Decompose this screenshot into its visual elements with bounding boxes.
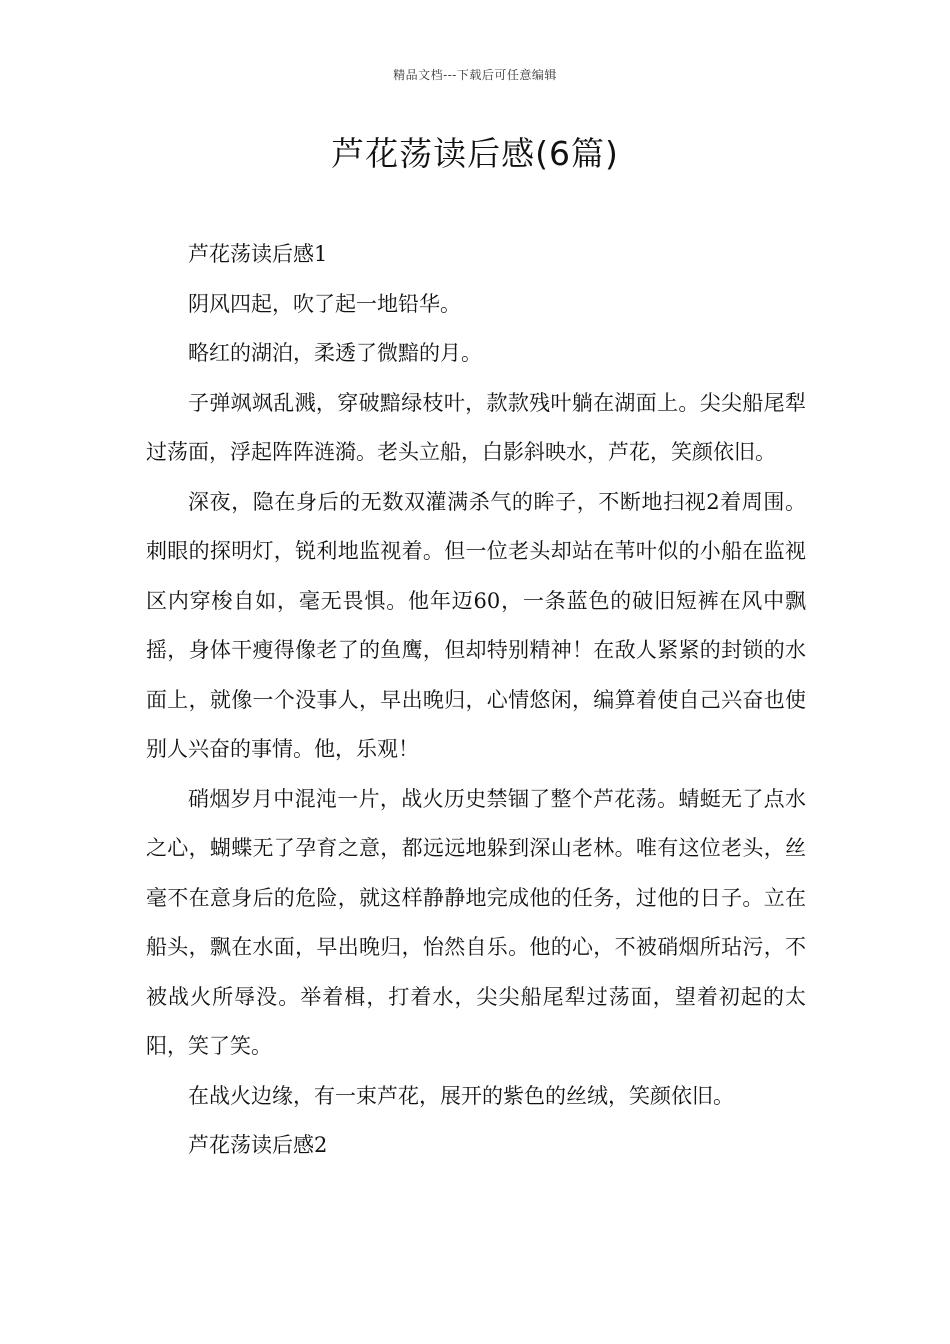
paragraph: 略红的湖泊，柔透了微黯的月。 [188,341,482,365]
section-heading: 芦花荡读后感1 [188,242,328,266]
paragraph: 在战火边缘，有一束芦花，展开的紫色的丝绒，笑颜依旧。 [188,1083,734,1108]
document-body [146,230,806,1171]
section-heading: 芦花荡读后感2 [188,1133,328,1157]
paragraph: 子弹飒飒乱溅，穿破黯绿枝叶，款款残叶躺在湖面上。尖尖船尾犁过荡面，浮起阵阵涟漪。老头立船，白影斜映水，芦花，笑颜依旧。 [146,390,806,464]
paragraph: 硝烟岁月中混沌一片，战火历史禁锢了整个芦花荡。蜻蜓无了点水之心，蝴蝶无了孕育之意，都远远地躲到深山老林。唯有这位老头，丝毫不在意身后的危险，就这样静静地完成他的任务，过他的日子。立在船头，飘在水面，早出晚归，怡然自乐。他的心，不被硝烟所玷污，不被战火所辱没。举着楫，打着水，尖尖船尾犁过荡面，望着初起的太阳，笑了笑。 [146,786,806,1058]
document-title: 芦花荡读后感(6篇) [331,134,619,173]
paragraph: 阴风四起，吹了起一地铅华。 [188,291,461,316]
paragraph: 深夜，隐在身后的无数双灌满杀气的眸子，不断地扫视2着周围。刺眼的探明灯，锐利地监视着。但一位老头却站在苇叶似的小船在监视区内穿梭自如，毫无畏惧。他年迈60，一条蓝色的破旧短裤在风中飘摇，身体干瘦得像老了的鱼鹰，但却特别精神！在敌人紧紧的封锁的水面上，就像一个没事人，早出晚归，心情悠闲，编算着使自己兴奋也使别人兴奋的事情。他，乐观！ [146,489,806,761]
header-note: 精品文档---下载后可任意编辑 [393,68,557,82]
